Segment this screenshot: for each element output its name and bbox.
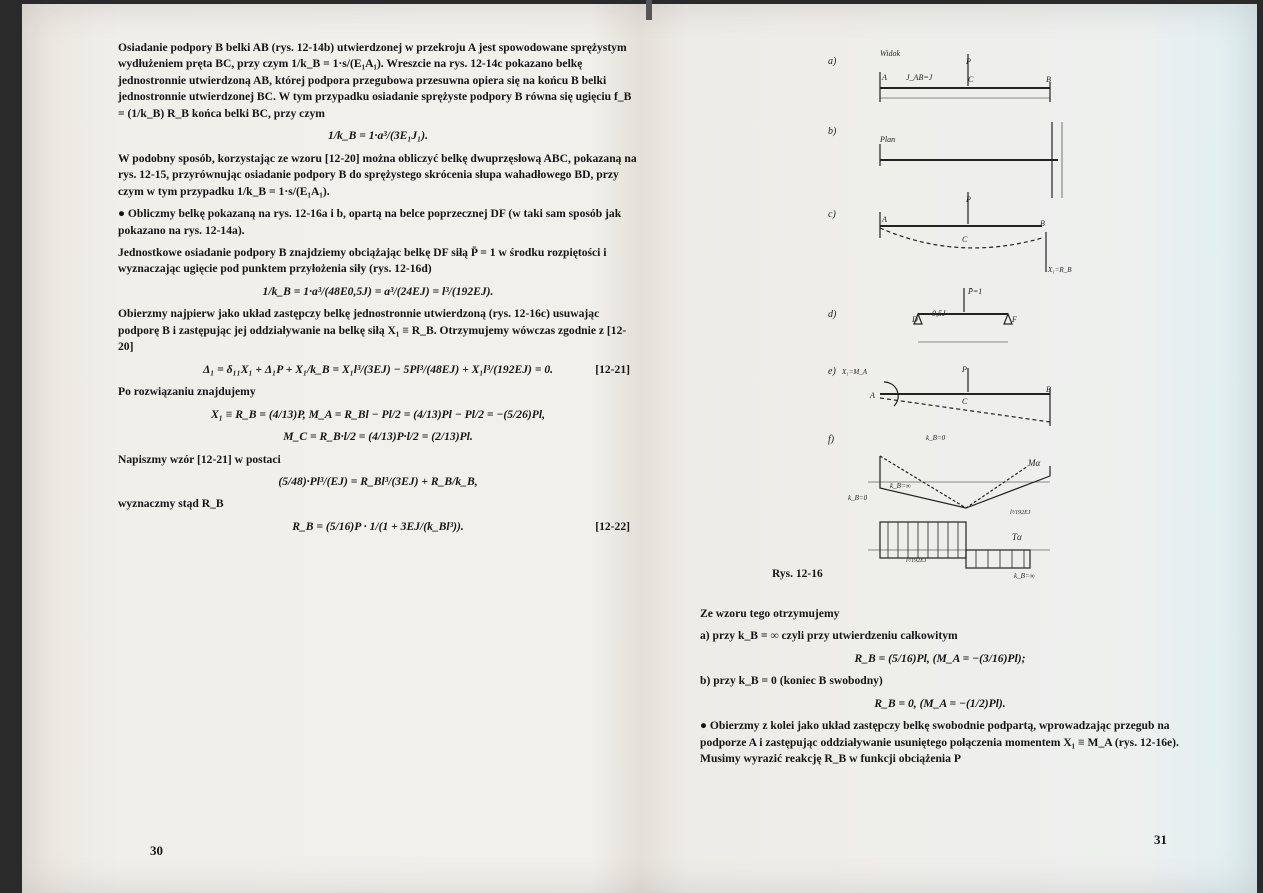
label-widok: Widok (880, 49, 900, 58)
label-e-P: P (962, 365, 967, 374)
label-e-C: C (962, 397, 968, 406)
left-equation-2: 1/k_B = 1·a³/(48E0,5J) = a³/(24EJ) = l³/(192EJ). (262, 284, 494, 298)
left-paragraph-3: ● Obliczmy belkę pokazaną na rys. 12-16a i b, opartą na belce poprzecznej DF (w taki sam sposób jak pokazano na rys. 12-14a). (118, 207, 622, 237)
label-c-C: C (962, 235, 968, 244)
figure-caption: Rys. 12-16 (772, 568, 823, 580)
label-a-A: A (882, 73, 887, 82)
label-d-D: D (912, 315, 918, 324)
left-paragraph-6: Po rozwiązaniu znajdujemy (118, 385, 256, 399)
right-paragraph-1: Ze wzoru tego otrzymujemy (700, 607, 840, 620)
left-paragraph-5: Obierzmy najpierw jako układ zastępczy belkę jednostronnie utwierdzoną (rys. 12-16c) usuwając podporę B i zastępując jej oddziaływanie na belkę siłą X₁ ≡ R_B. Otrzymujemy wówczas zgodnie z [12-20] (118, 307, 627, 354)
left-paragraph-1: Osiadanie podpory B belki AB (rys. 12-14b) utwierdzonej w przekroju A jest spowodowane sprężystym wydłużeniem pręta BC, przy czym 1/k_B = 1·s/(E₁A₁). Wreszcie na rys. 12-14c pokazano belkę jednostronnie utwierdzoną AB, której podpora przegubowa przesuwna opiera się na końcu B belki jednostronnie utwierdzonej BC. W tym przypadku osiadanie sprężyste podpory B równa się ugięciu f_B = (1/k_B) R_B końca belki BC, przy czym (118, 41, 632, 120)
label-jab: J_AB=J (906, 73, 933, 82)
label-pbar: P̄=1 (968, 287, 983, 296)
right-page-number: 31 (1154, 832, 1167, 847)
label-a-C: C (968, 75, 974, 84)
right-paragraph-3: b) przy k_B = 0 (koniec B swobodny) (700, 674, 883, 688)
right-paragraph-2: a) przy k_B = ∞ czyli przy utwierdzeniu całkowitym (700, 629, 958, 643)
left-equation-3-number: [12-21] (595, 362, 630, 376)
label-l3-bottom: l³/192EJ (906, 558, 927, 564)
figure-12-16 (828, 42, 1072, 590)
left-equation-3: Δ₁ = δ₁₁X₁ + Δ₁P + X₁/k_B = X₁l³/(3EJ) − 5Pl³/(48EJ) + X₁l³/(192EJ) = 0. (202, 362, 554, 376)
left-equation-7-line (118, 519, 638, 535)
label-j05: 0,5J (932, 309, 946, 318)
left-equation-3-line (118, 362, 638, 378)
right-page (700, 606, 1180, 774)
label-ta: Tα (1012, 532, 1022, 542)
label-b: b) (828, 126, 837, 137)
left-page (118, 40, 638, 541)
label-f: f) (828, 434, 835, 445)
label-x1rb: X₁=R_B (1048, 266, 1072, 274)
label-d: d) (828, 309, 837, 320)
left-paragraph-7: Napiszmy wzór [12-21] w postaci (118, 452, 281, 466)
label-a-P: P (966, 57, 971, 66)
left-paragraph-8: wyznaczmy stąd R_B (118, 497, 224, 511)
label-kb0-left: k_B=0 (848, 494, 868, 502)
label-plan: Plan (880, 135, 896, 144)
label-c-B: B (1040, 219, 1045, 228)
label-a: a) (828, 56, 837, 67)
book-fold (646, 0, 652, 20)
right-equation-2: R_B = 0, (M_A = −(1/2)Pl). (874, 696, 1006, 710)
label-kb0-top: k_B=0 (926, 434, 946, 442)
label-a-B: B (1046, 75, 1051, 84)
right-equation-1: R_B = (5/16)Pl, (M_A = −(3/16)Pl); (854, 651, 1026, 665)
label-e: e) (828, 366, 836, 377)
left-page-number: 30 (150, 843, 163, 858)
label-ma: Mα (1028, 458, 1041, 468)
left-paragraph-2: W podobny sposób, korzystając ze wzoru [12-20] można obliczyć belkę dwuprzęsłową ABC, pokazaną na rys. 12-15, przyrównując osiadanie podpory B do sprężystego skrócenia słupa wahadłowego BD, przy czym w tym przypadku 1/k_B = 1·s/(E₁A₁). (118, 151, 637, 198)
label-l3-top: l³/192EJ (1010, 510, 1031, 516)
label-c: c) (828, 209, 836, 220)
label-d-F: F (1012, 315, 1017, 324)
left-equation-6: (5/48)·Pl³/(EJ) = R_Bl³/(3EJ) + R_B/k_B, (278, 474, 478, 488)
left-equation-1: 1/k_B = 1·a³/(3E₁J₁). (328, 129, 428, 143)
label-kbinf-bottom: k_B=∞ (1014, 572, 1035, 580)
label-kbinf-top: k_B=∞ (890, 482, 911, 490)
label-x1ma: X₁=M_A (842, 368, 868, 376)
left-equation-4: X₁ ≡ R_B = (4/13)P, M_A = R_Bl − Pl/2 = (4/13)Pl − Pl/2 = −(5/26)Pl, (211, 407, 545, 421)
left-equation-5: M_C = R_B·l/2 = (4/13)P·l/2 = (2/13)Pl. (283, 430, 473, 444)
label-c-A: A (882, 215, 887, 224)
left-equation-7: R_B = (5/16)P · 1/(1 + 3EJ/(k_Bl³)). (292, 519, 464, 533)
label-c-P: P (966, 195, 971, 204)
left-paragraph-4: Jednostkowe osiadanie podpory B znajdziemy obciążając belkę DF siłą P̄ = 1 w środku rozpiętości i wyznaczając ugięcie pod punktem przyłożenia siły (rys. 12-16d) (118, 245, 607, 276)
label-e-B: B (1046, 385, 1051, 394)
right-paragraph-4: ● Obierzmy z kolei jako układ zastępczy belkę swobodnie podpartą, wprowadzając przegub na podporze A i zastępując oddziaływanie usuniętego połączenia momentem X₁ ≡ M_A (rys. 12-16e). Musimy wyrazić reakcję R_B w funkcji obciążenia P (700, 719, 1179, 766)
label-e-A: A (870, 391, 875, 400)
left-equation-7-number: [12-22] (595, 519, 630, 533)
